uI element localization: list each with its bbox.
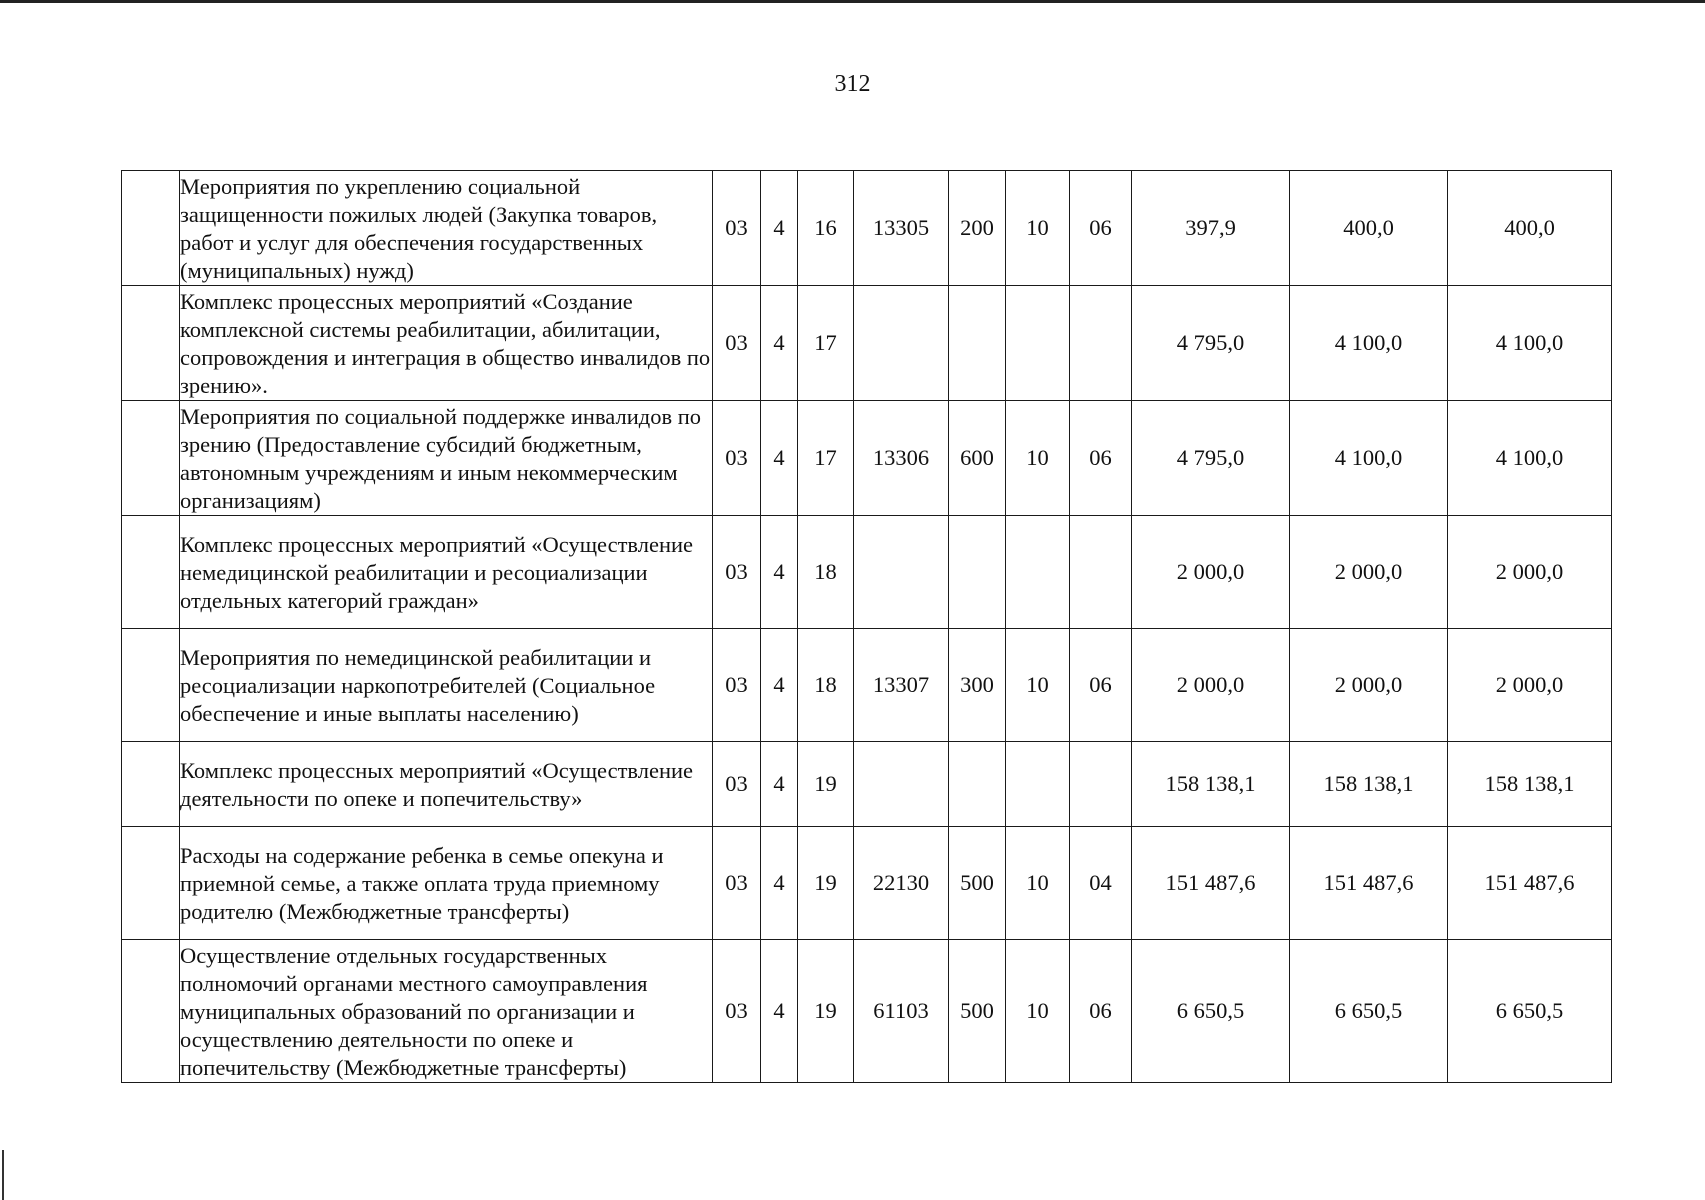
amount-year-1: 2 000,0 (1132, 516, 1290, 629)
program-code: 4 (761, 742, 798, 827)
program-code: 4 (761, 629, 798, 742)
subsection-code: 06 (1070, 940, 1132, 1083)
row-description: Комплекс процессных мероприятий «Создание комплексной системы реабилитации, абилитации, сопровождения и интеграция в общество инвалидов по зрению». (180, 289, 711, 398)
row-description-cell (180, 171, 713, 286)
amount-year-2: 4 100,0 (1290, 401, 1448, 516)
section-code: 03 (713, 171, 761, 286)
amount-year-3: 2 000,0 (1448, 516, 1612, 629)
row-number-cell (122, 171, 180, 286)
chapter-code: 10 (1006, 629, 1070, 742)
row-number-cell (122, 286, 180, 401)
table-row (122, 401, 1612, 516)
expense-type-code: 300 (949, 629, 1006, 742)
row-description: Мероприятия по немедицинской реабилитации и ресоциализации наркопотребителей (Социальное обеспечение и иные выплаты населению) (180, 645, 656, 726)
direction-code (854, 742, 949, 827)
expense-type-code (949, 742, 1006, 827)
row-number-cell (122, 516, 180, 629)
row-description-cell (180, 401, 713, 516)
section-code: 03 (713, 742, 761, 827)
subprogram-code: 19 (798, 827, 854, 940)
subprogram-code: 19 (798, 742, 854, 827)
row-description-cell (180, 516, 713, 629)
amount-year-3: 6 650,5 (1448, 940, 1612, 1083)
table-row (122, 629, 1612, 742)
chapter-code: 10 (1006, 940, 1070, 1083)
row-description-cell (180, 940, 713, 1083)
expense-type-code: 500 (949, 827, 1006, 940)
amount-year-2: 151 487,6 (1290, 827, 1448, 940)
amount-year-2: 158 138,1 (1290, 742, 1448, 827)
program-code: 4 (761, 286, 798, 401)
table-body (122, 171, 1612, 1083)
direction-code: 61103 (854, 940, 949, 1083)
subprogram-code: 17 (798, 286, 854, 401)
section-code: 03 (713, 286, 761, 401)
chapter-code (1006, 516, 1070, 629)
table-row (122, 286, 1612, 401)
program-code: 4 (761, 516, 798, 629)
subsection-code: 04 (1070, 827, 1132, 940)
direction-code: 13306 (854, 401, 949, 516)
amount-year-1: 151 487,6 (1132, 827, 1290, 940)
table-row (122, 742, 1612, 827)
direction-code: 22130 (854, 827, 949, 940)
subsection-code (1070, 516, 1132, 629)
section-code: 03 (713, 516, 761, 629)
amount-year-2: 2 000,0 (1290, 629, 1448, 742)
row-description: Комплекс процессных мероприятий «Осуществление деятельности по опеке и попечительству» (180, 758, 694, 811)
left-edge-line (2, 1150, 4, 1200)
budget-table (121, 170, 1612, 1083)
row-number-cell (122, 742, 180, 827)
row-number-cell (122, 401, 180, 516)
amount-year-2: 400,0 (1290, 171, 1448, 286)
amount-year-2: 2 000,0 (1290, 516, 1448, 629)
chapter-code: 10 (1006, 401, 1070, 516)
row-number-cell (122, 629, 180, 742)
amount-year-1: 4 795,0 (1132, 286, 1290, 401)
row-description: Комплекс процессных мероприятий «Осуществление немедицинской реабилитации и ресоциализации отдельных категорий граждан» (180, 532, 694, 613)
amount-year-3: 400,0 (1448, 171, 1612, 286)
section-code: 03 (713, 629, 761, 742)
table-row (122, 171, 1612, 286)
expense-type-code: 600 (949, 401, 1006, 516)
table-row (122, 516, 1612, 629)
subsection-code: 06 (1070, 401, 1132, 516)
subsection-code (1070, 286, 1132, 401)
expense-type-code: 500 (949, 940, 1006, 1083)
table-row (122, 827, 1612, 940)
section-code: 03 (713, 401, 761, 516)
direction-code: 13307 (854, 629, 949, 742)
amount-year-1: 397,9 (1132, 171, 1290, 286)
amount-year-1: 6 650,5 (1132, 940, 1290, 1083)
subprogram-code: 18 (798, 629, 854, 742)
direction-code (854, 286, 949, 401)
program-code: 4 (761, 401, 798, 516)
program-code: 4 (761, 827, 798, 940)
row-description-cell (180, 827, 713, 940)
subsection-code (1070, 742, 1132, 827)
row-description: Мероприятия по укреплению социальной защищенности пожилых людей (Закупка товаров, работ и услуг для обеспечения государственных (муниципальных) нужд) (180, 174, 658, 283)
table-row (122, 940, 1612, 1083)
chapter-code (1006, 286, 1070, 401)
amount-year-1: 2 000,0 (1132, 629, 1290, 742)
chapter-code: 10 (1006, 827, 1070, 940)
direction-code: 13305 (854, 171, 949, 286)
amount-year-3: 158 138,1 (1448, 742, 1612, 827)
section-code: 03 (713, 827, 761, 940)
row-description: Осуществление отдельных государственных полномочий органами местного самоуправления муниципальных образований по организации и осуществлению деятельности по опеке и попечительству (Межбюджетные трансферты) (180, 943, 648, 1080)
amount-year-2: 4 100,0 (1290, 286, 1448, 401)
subprogram-code: 19 (798, 940, 854, 1083)
expense-type-code (949, 516, 1006, 629)
expense-type-code (949, 286, 1006, 401)
amount-year-3: 2 000,0 (1448, 629, 1612, 742)
amount-year-3: 151 487,6 (1448, 827, 1612, 940)
expense-type-code: 200 (949, 171, 1006, 286)
amount-year-2: 6 650,5 (1290, 940, 1448, 1083)
program-code: 4 (761, 940, 798, 1083)
row-description-cell (180, 742, 713, 827)
subsection-code: 06 (1070, 629, 1132, 742)
amount-year-3: 4 100,0 (1448, 401, 1612, 516)
subprogram-code: 17 (798, 401, 854, 516)
section-code: 03 (713, 940, 761, 1083)
row-number-cell (122, 940, 180, 1083)
row-description: Мероприятия по социальной поддержке инвалидов по зрению (Предоставление субсидий бюджетным, автономным учреждениям и иным некоммерческим организациям) (180, 404, 701, 513)
row-number-cell (122, 827, 180, 940)
row-description-cell (180, 629, 713, 742)
chapter-code (1006, 742, 1070, 827)
row-description-cell (180, 286, 713, 401)
direction-code (854, 516, 949, 629)
program-code: 4 (761, 171, 798, 286)
page-number: 312 (834, 71, 871, 97)
row-description: Расходы на содержание ребенка в семье опекуна и приемной семье, а также оплата труда приемному родителю (Межбюджетные трансферты) (180, 843, 664, 924)
subsection-code: 06 (1070, 171, 1132, 286)
amount-year-3: 4 100,0 (1448, 286, 1612, 401)
subprogram-code: 18 (798, 516, 854, 629)
subprogram-code: 16 (798, 171, 854, 286)
amount-year-1: 158 138,1 (1132, 742, 1290, 827)
amount-year-1: 4 795,0 (1132, 401, 1290, 516)
chapter-code: 10 (1006, 171, 1070, 286)
top-border-line (0, 0, 1705, 3)
